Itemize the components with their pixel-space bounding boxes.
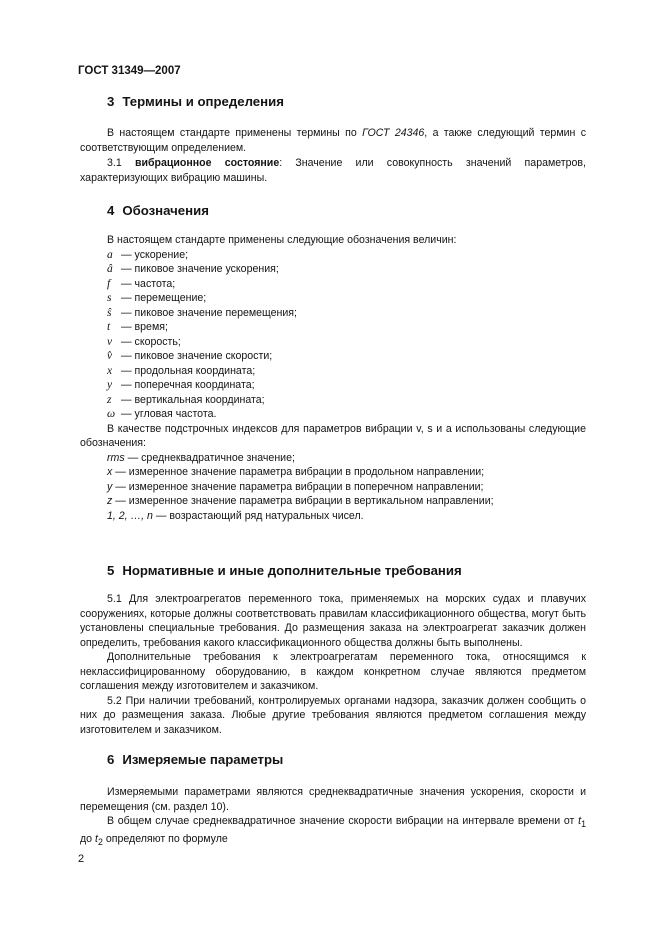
subscript-item	[80, 509, 586, 524]
section-4-heading	[107, 203, 209, 219]
symbol: â	[107, 263, 113, 275]
text: определяют по формуле	[102, 832, 228, 845]
symbol-item	[80, 393, 586, 408]
symbol-description: — перемещение;	[121, 292, 207, 304]
symbol-description: — поперечная координата;	[121, 379, 255, 391]
section-number: 6	[107, 752, 115, 767]
section-3-heading	[107, 94, 284, 110]
paragraph	[80, 814, 586, 849]
symbol: v	[107, 335, 113, 348]
paragraph: Дополнительные требования к электроагрегатам переменного тока, относящимся к неклассифицированному оборудованию, в каждом конкретном случае являются предметом соглашения между изготовителем и заказчиком.	[80, 651, 586, 692]
standard-header: ГОСТ 31349—2007	[78, 65, 181, 77]
section-title: Термины и определения	[122, 94, 284, 109]
subscript-item	[80, 465, 586, 480]
section-4-body	[80, 233, 586, 523]
paragraph: 5.2 При наличии требований, контролируемых органами надзора, заказчик должен сообщить о них до размещения заказа. Любые другие требования являются предметом соглашения между изготовителем и заказчиком.	[80, 694, 586, 736]
subscript: 1	[581, 819, 586, 830]
subscript-item	[80, 451, 586, 466]
section-5-body	[80, 592, 586, 737]
section-number: 4	[107, 203, 115, 218]
symbols-list	[80, 248, 586, 422]
clause-number: 3.1	[107, 157, 135, 169]
section-6-body	[80, 785, 586, 849]
symbol: f	[107, 277, 111, 290]
symbol: v̂	[107, 350, 113, 362]
symbol-description: — скорость;	[121, 335, 181, 348]
subscript-symbol: y	[107, 480, 113, 493]
symbol-item	[80, 277, 586, 292]
symbol-description: — вертикальная координата;	[121, 393, 265, 406]
symbol: a	[107, 248, 113, 261]
symbol-description: — ускорение;	[121, 248, 189, 261]
subscript-description: — измеренное значение параметра вибрации в продольном направлении;	[112, 466, 485, 478]
page-number: 2	[78, 853, 85, 865]
text: В настоящем стандарте применены термины по	[107, 127, 363, 139]
symbol-description: — пиковое значение перемещения;	[121, 306, 297, 319]
section-number: 3	[107, 94, 115, 109]
subscript-symbol: z	[107, 495, 113, 507]
paragraph	[80, 126, 586, 155]
symbol: x	[107, 364, 113, 377]
section-3-body	[80, 126, 586, 185]
subscript-item	[80, 480, 586, 495]
subscript-description: — возрастающий ряд натуральных чисел.	[152, 509, 364, 522]
symbol: y	[107, 379, 113, 391]
symbol-description: — пиковое значение ускорения;	[121, 263, 279, 275]
term-definition	[80, 156, 586, 185]
symbol: t	[578, 815, 582, 827]
section-5-heading	[107, 563, 462, 579]
symbol: t	[95, 832, 98, 845]
symbol: s	[107, 292, 112, 304]
symbol-description: — пиковое значение скорости;	[121, 350, 273, 362]
symbol: ω	[107, 408, 116, 420]
paragraph: Измеряемыми параметрами являются среднеквадратичные значения ускорения, скорости и перемещения (см. раздел 10).	[80, 786, 586, 813]
term: вибрационное состояние	[134, 157, 280, 169]
subscript-description: — среднеквадратичное значение;	[124, 451, 295, 464]
section-number: 5	[107, 563, 115, 578]
symbol-item	[80, 262, 586, 277]
symbol-item	[80, 335, 586, 350]
subscript-symbol: x	[107, 466, 113, 478]
paragraph: 5.1 Для электроагрегатов переменного тока, применяемых на морских судах и плавучих сооружениях, которые должны соответствовать правилам классификационного общества, могут быть установлены специальные требования. До размещения заказа на электроагрегат заказчик должен определить, требования какого классификационного общества должны быть выполнены.	[80, 593, 586, 649]
symbol-item	[80, 378, 586, 393]
standard-reference: ГОСТ 24346	[362, 127, 425, 139]
symbol: z	[107, 393, 112, 406]
subscript: 2	[97, 836, 103, 847]
symbol-item	[80, 320, 586, 335]
symbol-item	[80, 306, 586, 321]
subscripts-list	[80, 451, 586, 524]
symbols-intro: В настоящем стандарте применены следующие обозначения величин:	[107, 234, 457, 246]
symbol: ŝ	[107, 306, 112, 319]
subscript-description: — измеренное значение параметра вибрации в вертикальном направлении;	[112, 495, 494, 507]
text: В общем случае среднеквадратичное значение скорости вибрации на интервале времени от	[107, 815, 579, 827]
section-6-heading	[107, 752, 283, 768]
symbol-item	[80, 349, 586, 364]
text: , а также следующий термин с соответствующим определением.	[80, 127, 586, 154]
symbol-description: — продольная координата;	[121, 364, 256, 377]
subscript-symbol: rms	[107, 451, 125, 464]
symbol-description: — частота;	[121, 277, 176, 290]
subscripts-intro: В качестве подстрочных индексов для параметров вибрации v, s и a использованы следующие обозначения:	[80, 422, 586, 449]
symbol-description: — угловая частота.	[121, 408, 217, 420]
text: до	[80, 832, 96, 845]
symbol: t	[107, 321, 111, 333]
subscript-description: — измеренное значение параметра вибрации в поперечном направлении;	[112, 480, 484, 493]
symbol-item	[80, 291, 586, 306]
section-title: Измеряемые параметры	[122, 752, 284, 767]
section-title: Нормативные и иные дополнительные требования	[122, 563, 462, 578]
subscript-item	[80, 494, 586, 509]
symbol-description: — время;	[121, 321, 168, 333]
symbol-item	[80, 364, 586, 379]
subscript-symbol: 1, 2, …, n	[107, 509, 153, 522]
definition: : Значение или совокупность значений параметров, характеризующих вибрацию машины.	[80, 157, 587, 184]
symbol-item	[80, 248, 586, 263]
section-title: Обозначения	[122, 203, 209, 218]
symbol-item	[80, 407, 586, 422]
